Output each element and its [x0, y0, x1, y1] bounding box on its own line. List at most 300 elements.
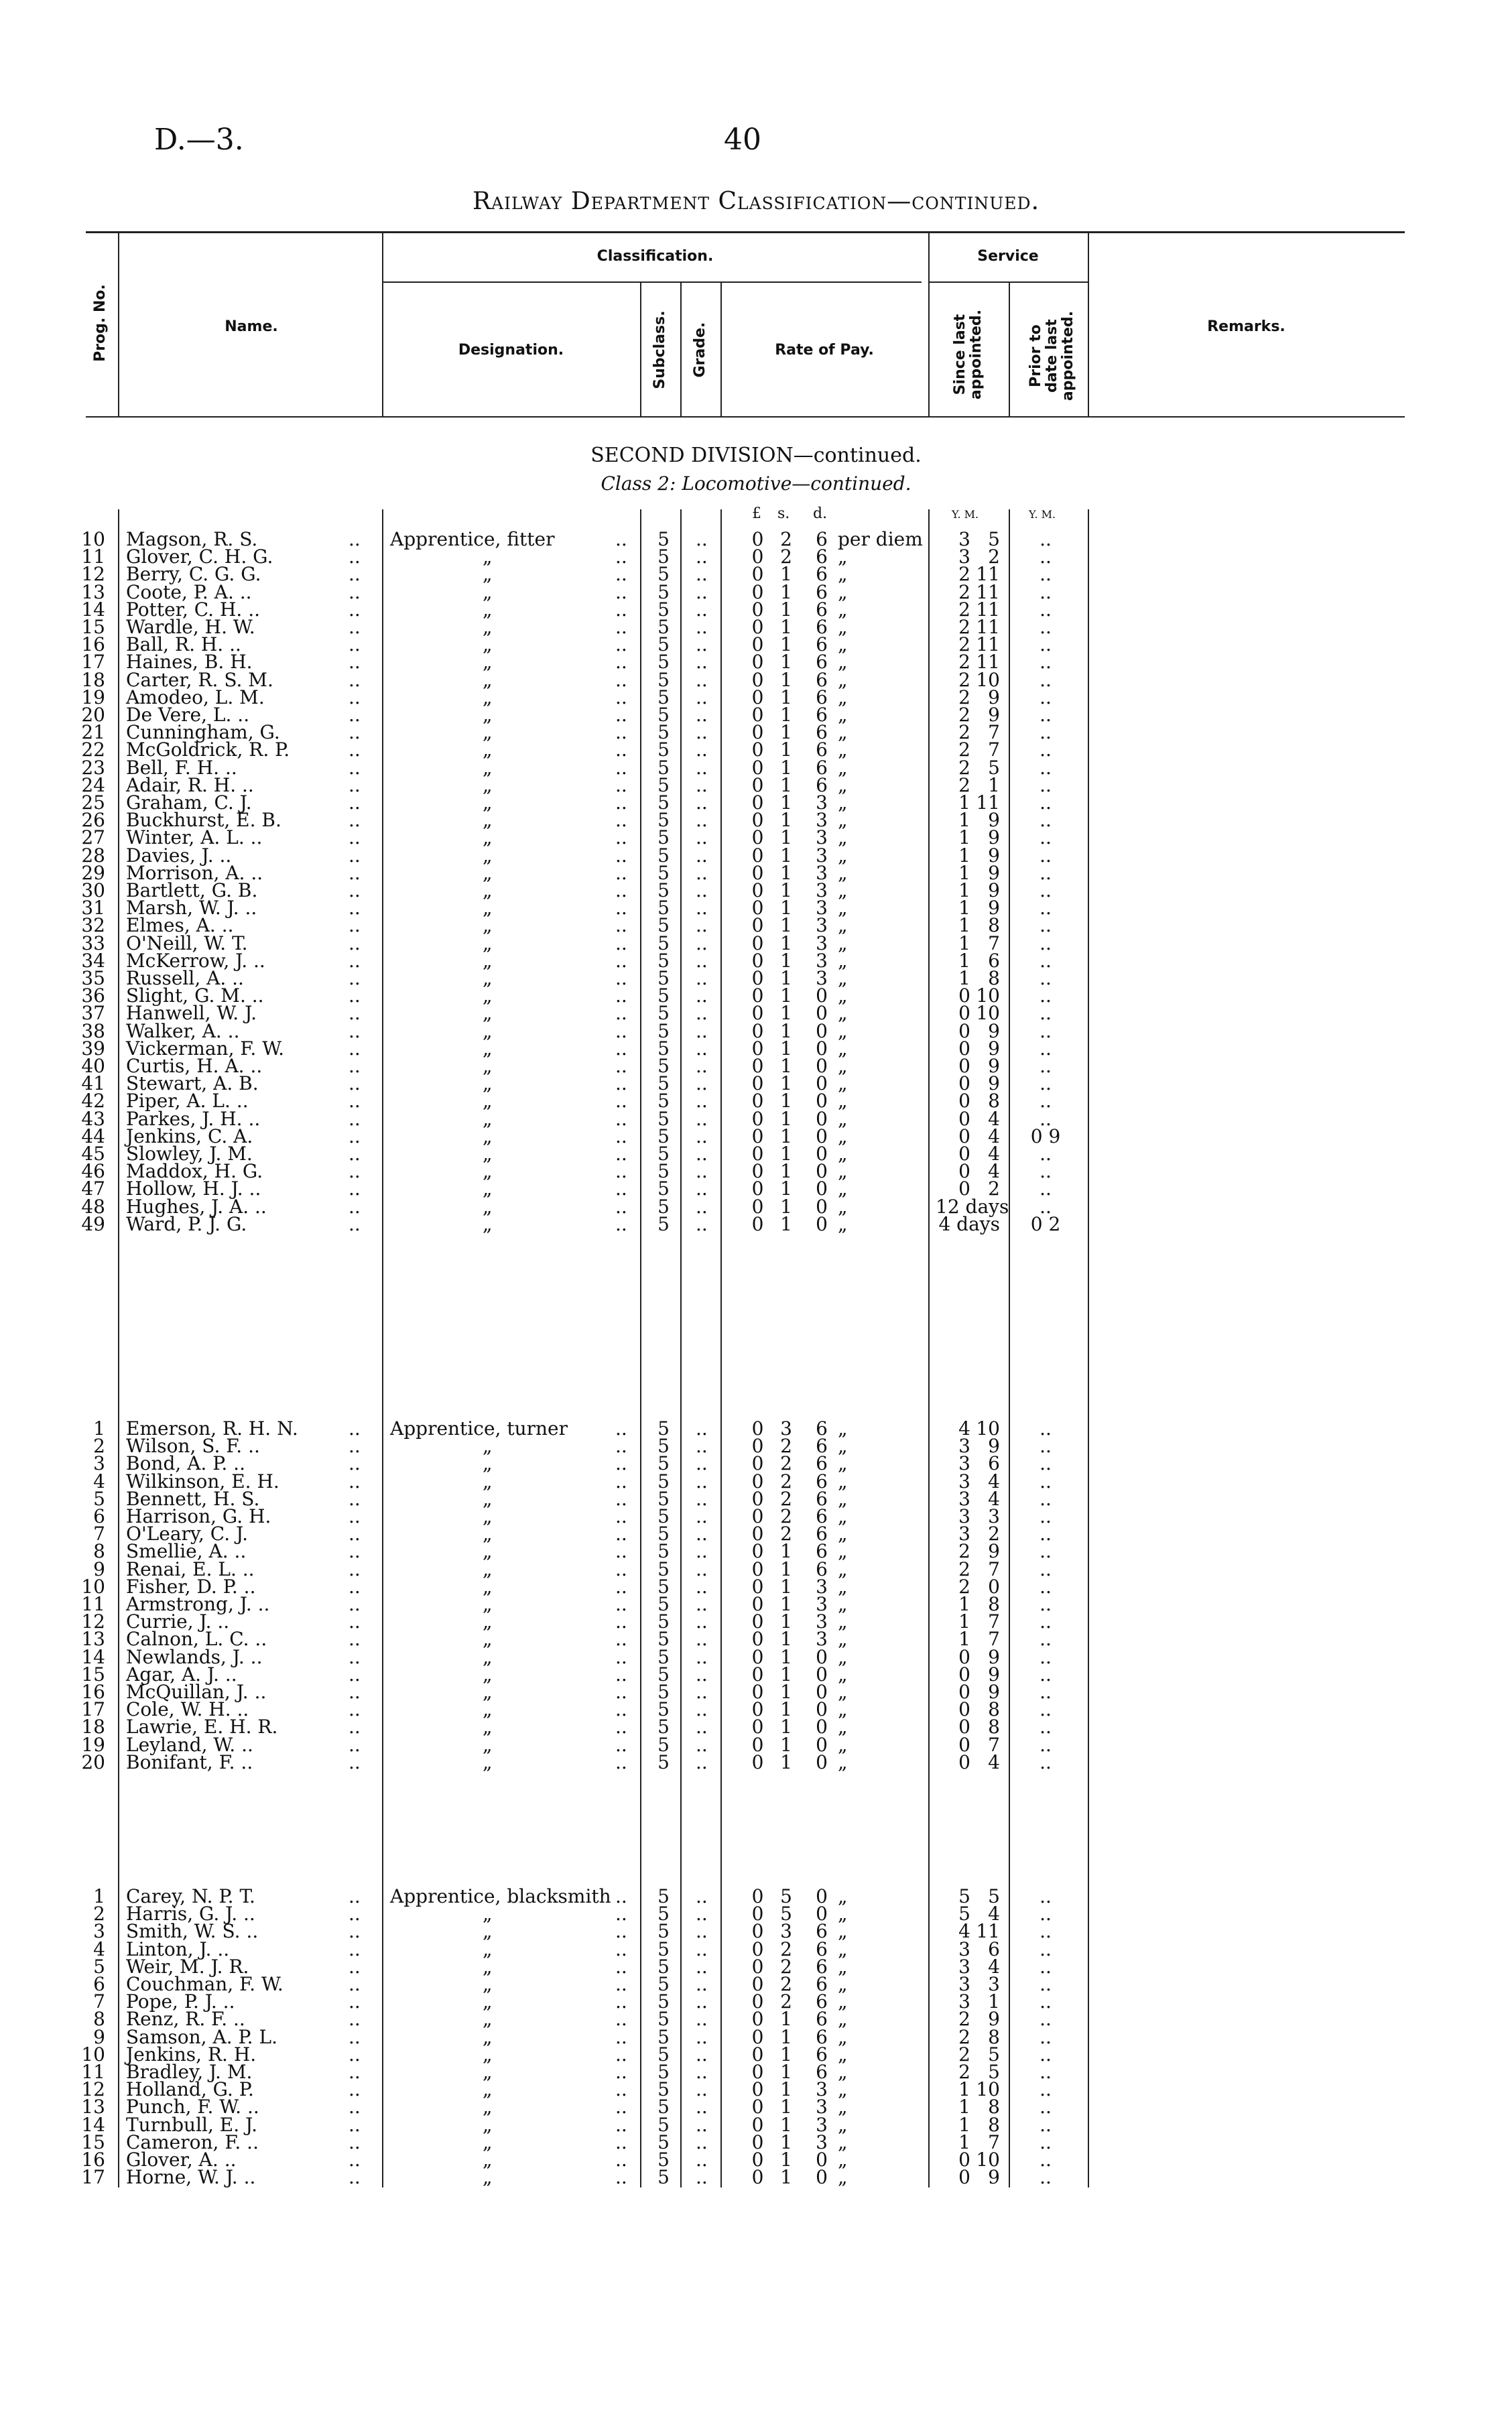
d-cell: 3 [816, 1593, 828, 1615]
m-cell: 4 [988, 1487, 1000, 1510]
leader-dots: .. [696, 2043, 708, 2066]
leader-dots: .. [696, 563, 708, 586]
no-cell: 2 [93, 1903, 105, 1925]
no-cell: 28 [81, 844, 105, 867]
no-cell: 43 [81, 1107, 105, 1130]
m-cell: 6 [988, 1452, 1000, 1475]
sub-cell: 5 [657, 528, 670, 550]
m-cell: 11 [976, 791, 1000, 814]
leader-dots: .. [615, 633, 627, 656]
name-cell: Carey, N. P. T. [126, 1885, 255, 1907]
sub-cell: 5 [657, 1903, 670, 1925]
leader-dots: .. [349, 2166, 361, 2189]
name-cell: Cameron, F. .. [126, 2131, 259, 2153]
ditto-mark: „ [483, 984, 493, 1007]
name-cell: McQuillan, J. .. [126, 1681, 267, 1703]
s-cell: 1 [780, 914, 792, 937]
sub-cell: 5 [657, 1716, 670, 1738]
m-cell: 9 [988, 826, 1000, 849]
sub-cell: 5 [657, 721, 670, 744]
m-cell: 0 [988, 1575, 1000, 1598]
ditto-mark: „ [483, 2149, 493, 2171]
no-cell: 15 [81, 2131, 105, 2153]
l-cell: 0 [751, 2043, 764, 2066]
y-cell: 1 [958, 1593, 970, 1615]
no-cell: 18 [81, 1716, 105, 1738]
name-cell: Magson, R. S. [126, 528, 258, 550]
y-cell: 2 [958, 580, 970, 603]
ditto-mark: „ [483, 2166, 493, 2189]
leader-dots: .. [349, 739, 361, 761]
s-cell: 1 [780, 1628, 792, 1651]
l-cell: 0 [751, 1540, 764, 1563]
leader-dots: .. [615, 1055, 627, 1077]
d-cell: 6 [816, 721, 828, 744]
l-cell: 0 [751, 1903, 764, 1925]
d-cell: 6 [816, 1487, 828, 1510]
name-cell: Hollow, H. J. .. [126, 1178, 261, 1200]
d-cell: 6 [816, 668, 828, 691]
leader-dots: .. [615, 1698, 627, 1721]
s-cell: 1 [780, 598, 792, 621]
m-cell: 9 [988, 1645, 1000, 1668]
leader-dots: .. [615, 1540, 627, 1563]
m-cell: 9 [988, 879, 1000, 901]
prior-cell: .. [1040, 879, 1052, 901]
leader-dots: .. [615, 580, 627, 603]
leader-dots: .. [615, 1937, 627, 1960]
name-cell: McGoldrick, R. P. [126, 739, 290, 761]
d-cell: 6 [816, 563, 828, 586]
s-cell: 1 [780, 1645, 792, 1668]
y-cell: 2 [958, 773, 970, 796]
unit-ym-since: Y. M. [952, 508, 979, 521]
prior-cell: .. [1040, 2131, 1052, 2153]
s-cell: 1 [780, 1002, 792, 1025]
leader-dots: .. [615, 826, 627, 849]
page-number: 40 [724, 123, 761, 157]
y-cell: 2 [958, 563, 970, 586]
d-cell: 0 [816, 1002, 828, 1025]
name-cell: Slowley, J. M. [126, 1143, 253, 1165]
leader-dots: .. [615, 861, 627, 884]
d-cell: 6 [816, 651, 828, 674]
leader-dots: .. [615, 739, 627, 761]
y-cell: 3 [958, 1470, 970, 1492]
leader-dots: .. [349, 528, 361, 550]
leader-dots: .. [615, 1143, 627, 1165]
no-cell: 24 [81, 773, 105, 796]
y-cell: 2 [958, 668, 970, 691]
leader-dots: .. [349, 1417, 361, 1440]
header-rate-of-pay: Rate of Pay. [775, 342, 874, 359]
y-cell: 5 [958, 1903, 970, 1925]
l-cell: 0 [751, 546, 764, 568]
per-cell: „ [838, 2096, 848, 2118]
name-cell: Elmes, A. .. [126, 914, 234, 937]
sub-cell: 5 [657, 1937, 670, 1960]
name-cell: Vickerman, F. W. [126, 1037, 285, 1060]
y-cell: 1 [958, 879, 970, 901]
y-cell: 1 [958, 1610, 970, 1633]
d-cell: 0 [816, 1037, 828, 1060]
d-cell: 6 [816, 1540, 828, 1563]
sub-cell: 5 [657, 2078, 670, 2101]
leader-dots: .. [615, 1751, 627, 1773]
l-cell: 0 [751, 598, 764, 621]
prior-cell: .. [1040, 949, 1052, 972]
leader-dots: .. [349, 1903, 361, 1925]
leader-dots: .. [349, 1452, 361, 1475]
ditto-mark: „ [483, 633, 493, 656]
sub-cell: 5 [657, 791, 670, 814]
leader-dots: .. [615, 651, 627, 674]
y-cell: 2 [958, 598, 970, 621]
per-cell: „ [838, 1540, 848, 1563]
m-cell: 9 [988, 2008, 1000, 2031]
y-cell: 1 [958, 2131, 970, 2153]
s-cell: 1 [780, 563, 792, 586]
per-cell: „ [838, 791, 848, 814]
per-cell: „ [838, 1002, 848, 1025]
class-subtitle: Class 2: Locomotive—continued. [601, 472, 911, 495]
ditto-mark: „ [483, 949, 493, 972]
ditto-mark: „ [483, 1125, 493, 1147]
sub-cell: 5 [657, 1663, 670, 1686]
no-cell: 27 [81, 826, 105, 849]
leader-dots: .. [349, 1107, 361, 1130]
y-cell: 0 [958, 1681, 970, 1703]
s-cell: 1 [780, 2113, 792, 2136]
y-cell: 0 [958, 1019, 970, 1042]
no-cell: 13 [81, 2096, 105, 2118]
name-cell: Pope, P. J. .. [126, 1990, 235, 2013]
prior-cell: .. [1040, 1505, 1052, 1527]
sub-cell: 5 [657, 1178, 670, 1200]
leader-dots: .. [349, 1055, 361, 1077]
leader-dots: .. [349, 2008, 361, 2031]
leader-dots: .. [349, 721, 361, 744]
d-cell: 0 [816, 1055, 828, 1077]
name-cell: Cunningham, G. [126, 721, 280, 744]
leader-dots: .. [349, 616, 361, 638]
d-cell: 0 [816, 1143, 828, 1165]
m-cell: 4 [988, 1107, 1000, 1130]
y-cell: 1 [958, 932, 970, 954]
ditto-mark: „ [483, 1937, 493, 1960]
prior-cell: .. [1040, 1523, 1052, 1545]
leader-dots: .. [615, 2025, 627, 2048]
per-cell: „ [838, 1523, 848, 1545]
no-cell: 15 [81, 1663, 105, 1686]
prior-cell: .. [1040, 598, 1052, 621]
m-cell: 8 [988, 1698, 1000, 1721]
leader-dots: .. [615, 2096, 627, 2118]
no-cell: 40 [81, 1055, 105, 1077]
leader-dots: .. [349, 1937, 361, 1960]
m-cell: 9 [988, 844, 1000, 867]
y-cell: 2 [958, 1558, 970, 1580]
sub-cell: 5 [657, 1593, 670, 1615]
y-cell: 0 [958, 1002, 970, 1025]
m-cell: 1 [988, 1990, 1000, 2013]
leader-dots: .. [349, 949, 361, 972]
sub-cell: 5 [657, 1037, 670, 1060]
ditto-mark: „ [483, 580, 493, 603]
per-cell: „ [838, 563, 848, 586]
sub-cell: 5 [657, 739, 670, 761]
sub-cell: 5 [657, 580, 670, 603]
m-cell: 11 [976, 1920, 1000, 1943]
header-service: Service [977, 248, 1039, 265]
unit-shillings: s. [777, 505, 790, 522]
d-cell: 3 [816, 949, 828, 972]
prior-cell: .. [1040, 580, 1052, 603]
leader-dots: .. [696, 756, 708, 779]
prior-cell: .. [1040, 2061, 1052, 2083]
l-cell: 0 [751, 1628, 764, 1651]
leader-dots: .. [349, 1505, 361, 1527]
leader-dots: .. [615, 1523, 627, 1545]
l-cell: 0 [751, 826, 764, 849]
leader-dots: .. [349, 1435, 361, 1458]
classification-rule [382, 281, 922, 283]
s-cell: 1 [780, 773, 792, 796]
d-cell: 0 [816, 1698, 828, 1721]
l-cell: 0 [751, 1107, 764, 1130]
s-cell: 2 [780, 1470, 792, 1492]
per-cell: „ [838, 949, 848, 972]
sub-cell: 5 [657, 932, 670, 954]
m-cell: 4 [988, 1751, 1000, 1773]
l-cell: 0 [751, 2008, 764, 2031]
leader-dots: .. [349, 1628, 361, 1651]
prior-cell: .. [1040, 844, 1052, 867]
ditto-mark: „ [483, 1920, 493, 1943]
leader-dots: .. [696, 1575, 708, 1598]
y-cell: 0 [958, 1107, 970, 1130]
name-cell: Armstrong, J. .. [126, 1593, 270, 1615]
ditto-mark: „ [483, 1610, 493, 1633]
d-cell: 0 [816, 2166, 828, 2189]
s-cell: 1 [780, 668, 792, 691]
s-cell: 2 [780, 528, 792, 550]
per-cell: „ [838, 773, 848, 796]
leader-dots: .. [615, 844, 627, 867]
name-cell: Fisher, D. P. .. [126, 1575, 256, 1598]
prior-cell: .. [1040, 1937, 1052, 1960]
ditto-mark: „ [483, 932, 493, 954]
ditto-mark: „ [483, 756, 493, 779]
no-cell: 14 [81, 2113, 105, 2136]
d-cell: 0 [816, 1645, 828, 1668]
leader-dots: .. [349, 1487, 361, 1510]
no-cell: 29 [81, 861, 105, 884]
per-cell: „ [838, 1019, 848, 1042]
l-cell: 0 [751, 1195, 764, 1218]
ditto-mark: „ [483, 651, 493, 674]
l-cell: 0 [751, 1575, 764, 1598]
no-cell: 31 [81, 897, 105, 919]
s-cell: 1 [780, 2096, 792, 2118]
s-cell: 1 [780, 1733, 792, 1756]
leader-dots: .. [349, 1470, 361, 1492]
sub-cell: 5 [657, 844, 670, 867]
prior-cell: .. [1040, 1072, 1052, 1095]
s-cell: 1 [780, 1575, 792, 1598]
y-cell: 2 [958, 739, 970, 761]
name-cell: Couchman, F. W. [126, 1973, 284, 1995]
l-cell: 0 [751, 1178, 764, 1200]
y-cell: 1 [958, 949, 970, 972]
no-cell: 21 [81, 721, 105, 744]
y-cell: 0 [958, 1125, 970, 1147]
sub-cell: 5 [657, 861, 670, 884]
leader-dots: .. [349, 686, 361, 708]
leader-dots: .. [615, 1681, 627, 1703]
ditto-mark: „ [483, 844, 493, 867]
name-cell: McKerrow, J. .. [126, 949, 265, 972]
s-cell: 1 [780, 2043, 792, 2066]
m-cell: 9 [988, 1072, 1000, 1095]
s-cell: 1 [780, 1610, 792, 1633]
leader-dots: .. [615, 914, 627, 937]
per-cell: „ [838, 1610, 848, 1633]
leader-dots: .. [696, 1751, 708, 1773]
d-cell: 6 [816, 1505, 828, 1527]
m-cell: 2 [988, 1178, 1000, 1200]
s-cell: 1 [780, 932, 792, 954]
prior-cell: .. [1040, 546, 1052, 568]
name-cell: Linton, J. .. [126, 1937, 230, 1960]
leader-dots: .. [615, 563, 627, 586]
per-cell: „ [838, 1751, 848, 1773]
y-cell: 2 [958, 1575, 970, 1598]
prior-cell: 0 9 [1030, 1125, 1061, 1147]
s-cell: 1 [780, 721, 792, 744]
prior-cell: .. [1040, 2008, 1052, 2031]
ditto-mark: „ [483, 616, 493, 638]
per-cell: „ [838, 704, 848, 726]
no-cell: 16 [81, 1681, 105, 1703]
leader-dots: .. [696, 1920, 708, 1943]
prior-cell: .. [1040, 739, 1052, 761]
no-cell: 9 [93, 1558, 105, 1580]
leader-dots: .. [349, 914, 361, 937]
m-cell: 6 [988, 949, 1000, 972]
leader-dots: .. [615, 1195, 627, 1218]
leader-dots: .. [615, 1002, 627, 1025]
l-cell: 0 [751, 1645, 764, 1668]
sub-cell: 5 [657, 897, 670, 919]
name-cell: Curtis, H. A. .. [126, 1055, 263, 1077]
leader-dots: .. [696, 686, 708, 708]
name-cell: Wardle, H. W. [126, 616, 255, 638]
sub-cell: 5 [657, 546, 670, 568]
m-cell: 2 [988, 1523, 1000, 1545]
m-cell: 5 [988, 756, 1000, 779]
leader-dots: .. [696, 1037, 708, 1060]
division-title: SECOND DIVISION—continued. [590, 444, 922, 467]
no-cell: 12 [81, 2078, 105, 2101]
s-cell: 1 [780, 826, 792, 849]
prior-cell: .. [1040, 1558, 1052, 1580]
leader-dots: .. [696, 1558, 708, 1580]
no-cell: 19 [81, 1733, 105, 1756]
no-cell: 11 [81, 546, 105, 568]
d-cell: 6 [816, 704, 828, 726]
designation-cell: Apprentice, turner [390, 1417, 568, 1440]
leader-dots: .. [615, 897, 627, 919]
d-cell: 6 [816, 1435, 828, 1458]
prior-cell: .. [1040, 2096, 1052, 2118]
s-cell: 1 [780, 1698, 792, 1721]
leader-dots: .. [349, 2078, 361, 2101]
d-cell: 3 [816, 1575, 828, 1598]
ditto-mark: „ [483, 686, 493, 708]
y-cell: 2 [958, 1540, 970, 1563]
ditto-mark: „ [483, 598, 493, 621]
s-cell: 1 [780, 2078, 792, 2101]
name-cell: Morrison, A. .. [126, 861, 263, 884]
name-cell: Carter, R. S. M. [126, 668, 273, 691]
ditto-mark: „ [483, 2061, 493, 2083]
per-cell: „ [838, 1903, 848, 1925]
m-cell: 7 [988, 2131, 1000, 2153]
prior-cell: .. [1040, 861, 1052, 884]
header-grade: Grade. [692, 322, 708, 378]
no-cell: 39 [81, 1037, 105, 1060]
no-cell: 37 [81, 1002, 105, 1025]
no-cell: 22 [81, 739, 105, 761]
l-cell: 0 [751, 1125, 764, 1147]
s-cell: 1 [780, 1716, 792, 1738]
y-cell: 3 [958, 1487, 970, 1510]
m-cell: 10 [976, 2078, 1000, 2101]
l-cell: 0 [751, 861, 764, 884]
l-cell: 0 [751, 756, 764, 779]
leader-dots: .. [696, 704, 708, 726]
prior-cell: .. [1040, 756, 1052, 779]
ditto-mark: „ [483, 1002, 493, 1025]
y-cell: 0 [958, 1090, 970, 1113]
leader-dots: .. [349, 1681, 361, 1703]
leader-dots: .. [696, 633, 708, 656]
leader-dots: .. [696, 1955, 708, 1978]
ditto-mark: „ [483, 1143, 493, 1165]
no-cell: 48 [81, 1195, 105, 1218]
leader-dots: .. [615, 1990, 627, 2013]
l-cell: 0 [751, 1593, 764, 1615]
d-cell: 6 [816, 1937, 828, 1960]
sub-cell: 5 [657, 967, 670, 989]
per-cell: per diem [838, 528, 923, 550]
d-cell: 6 [816, 1955, 828, 1978]
per-cell: „ [838, 1628, 848, 1651]
y-cell: 0 [958, 2149, 970, 2171]
leader-dots: .. [349, 844, 361, 867]
leader-dots: .. [349, 1575, 361, 1598]
l-cell: 0 [751, 1417, 764, 1440]
y-cell: 2 [958, 2008, 970, 2031]
leader-dots: .. [696, 897, 708, 919]
leader-dots: .. [696, 1610, 708, 1633]
l-cell: 0 [751, 1973, 764, 1995]
sub-cell: 5 [657, 1751, 670, 1773]
leader-dots: .. [349, 861, 361, 884]
m-cell: 11 [976, 598, 1000, 621]
ditto-mark: „ [483, 1178, 493, 1200]
